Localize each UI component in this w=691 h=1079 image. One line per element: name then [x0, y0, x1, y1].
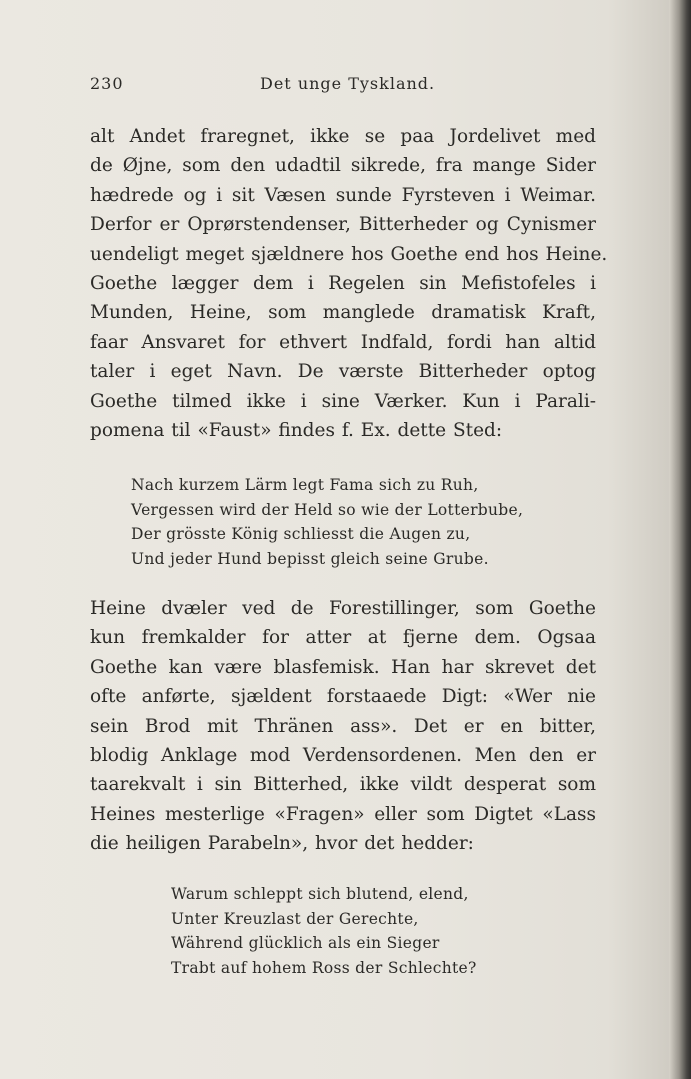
verse-quote-1	[131, 473, 523, 571]
text-line: Heine dvæler ved de Forestillinger, som Goethe	[90, 598, 596, 619]
verse-line: Trabt auf hohem Ross der Schlechte?	[171, 958, 477, 977]
paragraph-2	[90, 594, 596, 859]
text-line: alt Andet fraregnet, ikke se paa Jordelivet med	[90, 126, 596, 147]
text-line: Goethe kan være blasfemisk. Han har skrevet det	[90, 656, 596, 678]
text-line: sein Brod mit Thränen ass». Det er en bitter,	[90, 715, 596, 737]
running-title: Det unge Tyskland.	[260, 74, 436, 93]
paragraph-1	[90, 122, 608, 445]
text-line: blodig Anklage mod Verdensordenen. Men den er	[90, 744, 596, 766]
verse-line: Und jeder Hund bepisst gleich seine Grube.	[131, 549, 489, 568]
text-line: hædrede og i sit Væsen sunde Fyrsteven i Weimar.	[90, 184, 596, 206]
verse-line: Der grösste König schliesst die Augen zu,	[131, 525, 471, 543]
page-number: 230	[90, 74, 124, 93]
text-line: taler i eget Navn. De værste Bitterheder optog	[90, 361, 596, 383]
text-line: ofte anførte, sjældent forstaaede Digt: «Wer nie	[90, 686, 596, 708]
text-line: de Øjne, som den udadtil sikrede, fra mange Sider	[90, 155, 596, 177]
verse-line: Während glücklich als ein Sieger	[171, 934, 440, 952]
text-line: pomena til «Faust» findes f. Ex. dette Sted:	[90, 419, 503, 441]
verse-line: Vergessen wird der Held so wie der Lotterbube,	[131, 500, 524, 519]
text-line: Derfor er Oprørstendenser, Bitterheder og Cynismer	[90, 214, 596, 236]
text-line: die heiligen Parabeln», hvor det hedder:	[90, 833, 474, 855]
text-line: Heines mesterlige «Fragen» eller som Digtet «Lass	[90, 803, 596, 825]
text-line: Goethe tilmed ikke i sine Værker. Kun i Parali-	[90, 390, 596, 412]
page-header	[0, 74, 691, 100]
verse-line: Nach kurzem Lärm legt Fama sich zu Ruh,	[131, 476, 479, 494]
text-line: Munden, Heine, som manglede dramatisk Kraft,	[90, 302, 596, 324]
text-line: faar Ansvaret for ethvert Indfald, fordi han altid	[90, 331, 596, 353]
text-line: uendeligt meget sjældnere hos Goethe end hos Heine.	[90, 243, 608, 265]
text-line: Goethe lægger dem i Regelen sin Mefistofeles i	[90, 272, 596, 294]
verse-quote-2	[171, 882, 477, 980]
text-line: kun fremkalder for atter at fjerne dem. Ogsaa	[90, 627, 596, 649]
text-line: taarekvalt i sin Bitterhed, ikke vildt desperat som	[90, 774, 596, 796]
verse-line: Unter Kreuzlast der Gerechte,	[171, 909, 419, 928]
book-spine-shadow	[669, 0, 691, 1079]
verse-line: Warum schleppt sich blutend, elend,	[171, 885, 469, 903]
